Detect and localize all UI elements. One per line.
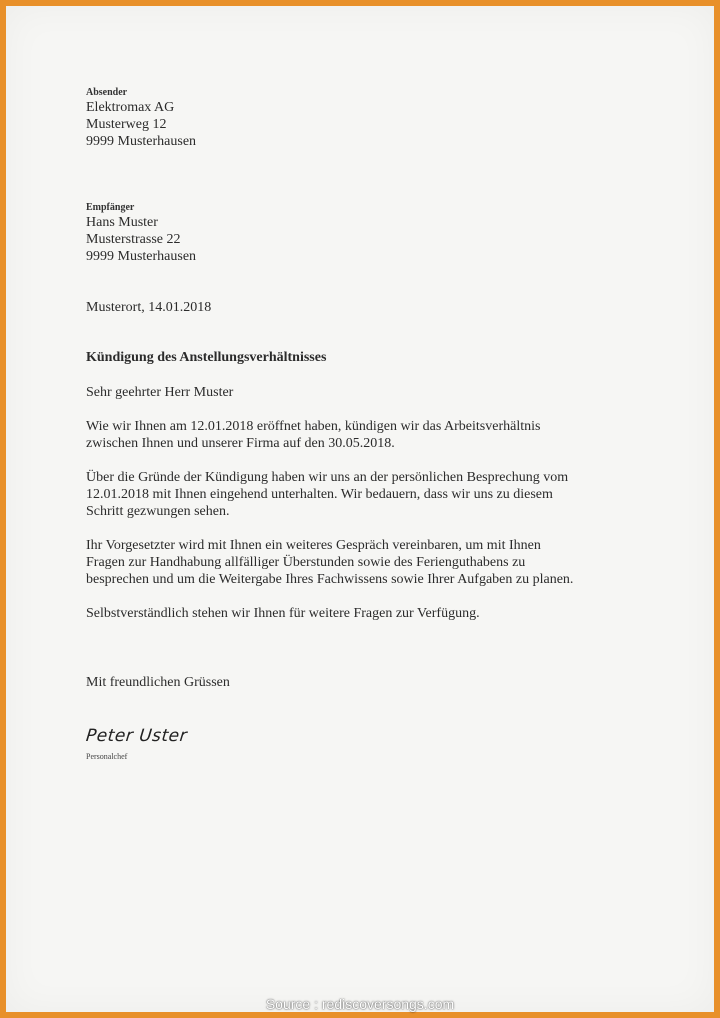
sender-line: 9999 Musterhausen	[86, 134, 197, 149]
body-line: Fragen zur Handhabung allfälliger Überstunden sowie des Ferienguthabens zu	[86, 555, 526, 570]
body-line: Selbstverständlich stehen wir Ihnen für weitere Fragen zur Verfügung.	[86, 606, 480, 621]
body-line: Ihr Vorgesetzter wird mit Ihnen ein weiteres Gespräch vereinbaren, um mit Ihnen	[86, 538, 541, 553]
source-watermark: Source : rediscoversongs.com	[265, 996, 455, 1012]
recipient-line: 9999 Musterhausen	[86, 249, 197, 264]
sender-line: Musterweg 12	[86, 117, 167, 132]
body-line: 12.01.2018 mit Ihnen eingehend unterhalten. Wir bedauern, dass wir uns zu diesem	[86, 487, 553, 502]
signer-role: Personalchef	[86, 752, 128, 761]
recipient-line: Hans Muster	[86, 215, 158, 230]
sender-line: Elektromax AG	[86, 100, 175, 115]
body-line: besprechen und um die Weitergabe Ihres Fachwissens sowie Ihrer Aufgaben zu planen.	[86, 572, 574, 587]
body-line: Schritt gezwungen sehen.	[86, 504, 230, 519]
salutation: Sehr geehrter Herr Muster	[86, 385, 234, 400]
letter-page	[6, 6, 714, 1012]
handwritten-signature: Peter Uster	[84, 726, 189, 746]
sender-label: Absender	[86, 87, 128, 98]
letter-subject: Kündigung des Anstellungsverhältnisses	[86, 350, 327, 365]
recipient-label: Empfänger	[86, 202, 135, 213]
closing: Mit freundlichen Grüssen	[86, 675, 230, 690]
body-line: Wie wir Ihnen am 12.01.2018 eröffnet haben, kündigen wir das Arbeitsverhältnis	[86, 419, 541, 434]
body-line: zwischen Ihnen und unserer Firma auf den 30.05.2018.	[86, 436, 395, 451]
place-date: Musterort, 14.01.2018	[86, 300, 212, 315]
recipient-line: Musterstrasse 22	[86, 232, 181, 247]
body-line: Über die Gründe der Kündigung haben wir uns an der persönlichen Besprechung vom	[86, 470, 569, 485]
